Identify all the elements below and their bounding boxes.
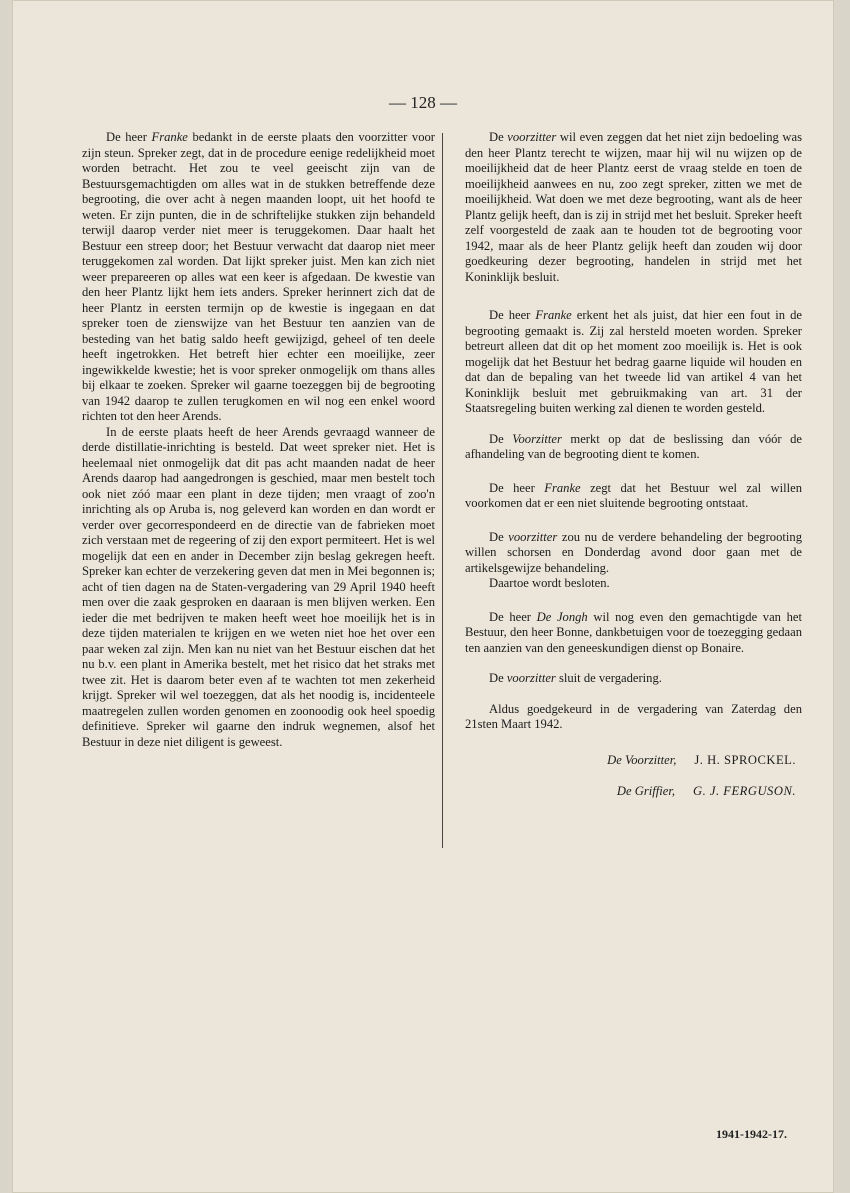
- speaker-name: voorzitter: [508, 529, 558, 544]
- signature-line: [465, 784, 802, 800]
- speaker-name: Franke: [535, 308, 572, 322]
- paragraph: De heer Franke erkent het als juist, dat hier een fout in de begrooting gemaakt is. Zij zal hersteld moeten worden. Spreker betreurt alleen dat dit op het moment zoo moeilijk is. Het is ook mogelijk dat het Bestuur het bedrag gaarne liquide wil houden en dat dan de bepaling van het tweede lid van artikel 4 van het Koninklijk besluit met gebruikmaking van art. 31 der Staatsregeling buiten werking zal dienen te worden gesteld.: [465, 308, 802, 415]
- page-number: — 128 —: [389, 93, 457, 112]
- speaker-name: Voorzitter: [512, 431, 562, 446]
- right-column: [465, 130, 802, 800]
- paragraph: De heer Franke zegt dat het Bestuur wel zal willen voorkomen dat er een niet sluitende begrooting ontstaat.: [465, 480, 802, 510]
- paragraph: De Voorzitter merkt op dat de beslissing dan vóór de afhandeling van de begrooting dient te komen.: [465, 431, 803, 461]
- paragraph: Aldus goedgekeurd in de vergadering van Zaterdag den 21sten Maart 1942.: [465, 701, 802, 731]
- signature-name: J. H. SPROCKEL.: [694, 752, 796, 767]
- left-column: [82, 130, 435, 750]
- paragraph: Daartoe wordt besloten.: [489, 576, 610, 590]
- paragraph: In de eerste plaats heeft de heer Arends gevraagd wanneer de derde distillatie-inrichting is besteld. Dat weet spreker niet. Het is heelemaal niet onmogelijk dat dit pas acht maanden nadat de heer Arends daarop had aangedrongen is geschied, maar men bestelt toch ook niet zóó maar een plant in deze tijden; men vraagt of zoo'n inrichting als op Aruba is, nog geleverd kan worden en dan wordt er verder over gecorrespondeerd en de directie van de fabrieken moet zich verstaan met de regeering of zij den export permiteert. Het is wel mogelijk dat een en ander in December zijn beslag gekregen heeft. Spreker kan echter de verzekering geven dat men in Mei begonnen is; acht of tien dagen na de Staten-vergadering van 29 April 1940 heeft men over die zaak gesproken en daaraan is men blijven werken. Een ieder die met bedrijven te maken heeft weet hoe moeilijk het is in deze tijden materialen te krijgen en we weten niet hoe het over een paar weken zal zijn. Men kan nu niet van het Bestuur eischen dat het nu b.v. een plant in Amerika bestelt, met het risico dat het straks met twee zit. Het is daarom beter even af te wachten tot men zekerheid krijgt. Spreker wil wel toezeggen, dat als het noodig is, incidenteele maatregelen zullen worden genomen en zoonoodig ook heel spoedig definitieve. Spreker wil gaarne den indruk wegnemen, alsof het Bestuur in deze niet diligent is geweest.: [82, 424, 435, 749]
- speaker-name: voorzitter: [506, 671, 556, 685]
- signature-role: De Voorzitter,: [607, 752, 677, 767]
- speaker-name: voorzitter: [507, 130, 557, 144]
- paragraph: De voorzitter zou nu de verdere behandeling der begrooting willen schorsen en Donderdag avond door gaan met de artikelsgewijze behandeling.: [465, 529, 802, 575]
- signature-role: De Griffier,: [616, 784, 675, 798]
- signature-name: G. J. FERGUSON.: [693, 784, 796, 798]
- column-divider: [442, 133, 443, 848]
- paragraph: De voorzitter sluit de vergadering.: [489, 671, 662, 685]
- speaker-name: Franke: [544, 480, 581, 495]
- paragraph: De voorzitter wil even zeggen dat het niet zijn bedoeling was den heer Plantz terecht te wijzen, maar hij wil nu wijzen op de moeilijkheid dat de heer Plantz eerst de vraag stelde en toen de moeilijkheid aanwees en nu, zoo zegt spreker, zitten we met de moeilijkheid. Wat doen we met deze begrooting, want als de heer Plantz gelijk heeft, dan is zij in strijd met het besluit. Spreker heeft zelf voorgesteld de zaak aan te houden tot de begrooting voor 1942, maar als de heer Plantz gelijk heeft dan zouden wij door goedkeuring dezer begrooting, handelen in strijd met het Koninklijk besluit.: [465, 130, 802, 284]
- paragraph: De heer Franke bedankt in de eerste plaats den voorzitter voor zijn steun. Spreker zegt, dat in de procedure eenige redelijkheid moet worden betracht. Het zou te veel geeischt zijn van de Bestuursgemachtigden om alles wat in de stukken betreffende deze begrooting, die over acht à negen maanden loopt, uit het hoofd te weten. Er zijn punten, die in de schriftelijke stukken zijn behandeld terwijl daarop verder niet meer is teruggekomen. Daar haalt het Bestuur een streep door; het Bestuur verwacht dat daarop niet meer teruggekomen zal worden. Dat lijkt spreker juist. Men kan zich niet weer prepareeren op alles wat een keer is afgedaan. De kwestie van den heer Plantz lijkt hem iets anders. Spreker herinnert zich dat de heer Plantz in eersten termijn op de kwestie is ingegaan en dat spreker toen de zienswijze van het Bestuur ten aanzien van de besteding van het batig saldo heeft gewijzigd, geheel of ten deele heeft ingetrokken. Het betreft hier echter een moeilijke, zeer ingewikkelde kwestie; het is voor spreker onmogelijk om thans alles bij elkaar te zoeken. Spreker wil gaarne toezeggen bij de begrooting van 1942 daarop te zullen terugkomen en wil nog een enkel woord richten tot den heer Arends.: [82, 130, 435, 423]
- document-page: [12, 0, 834, 1193]
- footer-code: 1941-1942-17.: [716, 1127, 787, 1141]
- paragraph: De heer De Jongh wil nog even den gemachtigde van het Bestuur, den heer Bonne, dankbetuigen voor de toezegging gedaan ten aanzien van den geneeskundigen dienst op Bonaire.: [465, 609, 802, 655]
- speaker-name: De Jongh: [536, 609, 588, 624]
- signature-line: [465, 753, 802, 769]
- speaker-name: Franke: [151, 130, 188, 144]
